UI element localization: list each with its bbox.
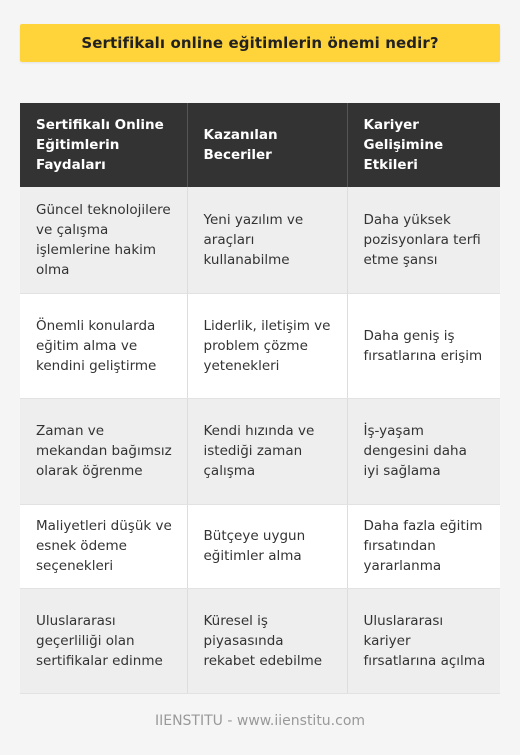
- column-header-career-effects: Kariyer Gelişimine Etkileri: [347, 103, 500, 187]
- table-cell-benefit: Güncel teknolojilere ve çalışma işlemlerine hakim olma: [20, 187, 187, 293]
- column-header-skills: Kazanılan Beceriler: [187, 103, 347, 187]
- header-row: [20, 103, 500, 187]
- table-cell-skill: Liderlik, iletişim ve problem çözme yetenekleri: [187, 293, 347, 398]
- table-row: [20, 504, 500, 588]
- table-row: [20, 293, 500, 398]
- table-cell-skill: Yeni yazılım ve araçları kullanabilme: [187, 187, 347, 293]
- table-cell-career: Daha fazla eğitim fırsatından yararlanma: [347, 504, 500, 588]
- table-cell-benefit: Uluslararası geçerliliği olan sertifikalar edinme: [20, 588, 187, 693]
- table-cell-skill: Bütçeye uygun eğitimler alma: [187, 504, 347, 588]
- table-row: [20, 398, 500, 504]
- table-row: [20, 187, 500, 293]
- table-cell-skill: Kendi hızında ve istediği zaman çalışma: [187, 398, 347, 504]
- column-header-benefits: Sertifikalı Online Eğitimlerin Faydaları: [20, 103, 187, 187]
- page-title: Sertifikalı online eğitimlerin önemi nedir?: [81, 34, 439, 52]
- table-cell-career: Daha geniş iş fırsatlarına erişim: [347, 293, 500, 398]
- footer-credit: IIENSTITU - www.iienstitu.com: [154, 713, 366, 729]
- table-cell-skill: Küresel iş piyasasında rekabet edebilme: [187, 588, 347, 693]
- table-cell-benefit: Zaman ve mekandan bağımsız olarak öğrenme: [20, 398, 187, 504]
- table-cell-benefit: Önemli konularda eğitim alma ve kendini geliştirme: [20, 293, 187, 398]
- table-cell-career: Daha yüksek pozisyonlara terfi etme şansı: [347, 187, 500, 293]
- table-cell-career: Uluslararası kariyer fırsatlarına açılma: [347, 588, 500, 693]
- table-header: [20, 103, 500, 187]
- comparison-table-container: [20, 103, 500, 694]
- title-banner: [20, 24, 500, 62]
- comparison-table: [20, 103, 500, 694]
- table-cell-career: İş-yaşam dengesini daha iyi sağlama: [347, 398, 500, 504]
- table-cell-benefit: Maliyetleri düşük ve esnek ödeme seçenekleri: [20, 504, 187, 588]
- table-row: [20, 588, 500, 693]
- table-body: [20, 187, 500, 693]
